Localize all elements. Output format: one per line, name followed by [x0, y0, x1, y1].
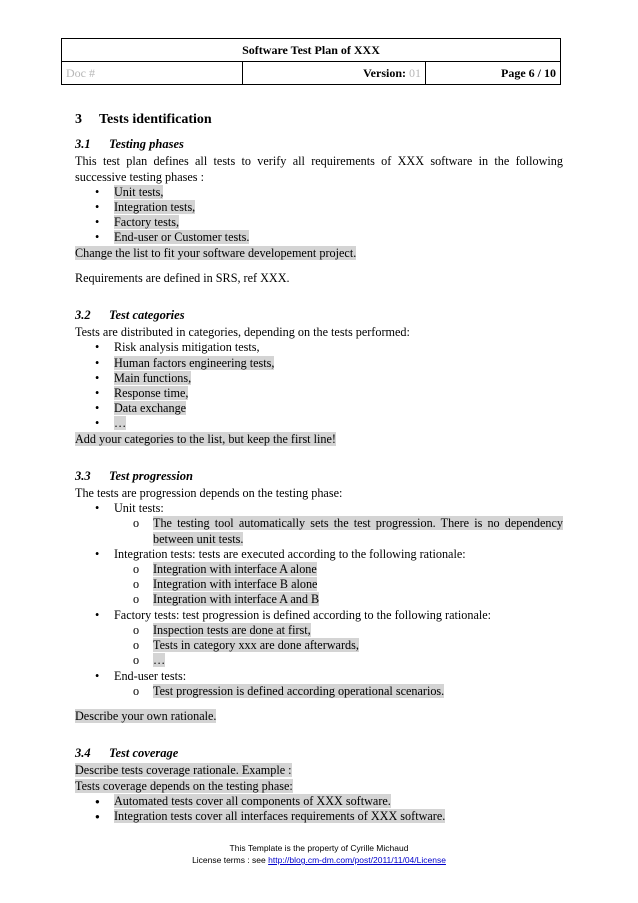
subsection-title: Testing phases: [109, 137, 184, 152]
list-item: • Integration tests,: [75, 200, 563, 215]
sub-list-item: o Inspection tests are done at first,: [133, 622, 311, 637]
list-item: • Integration tests: tests are executed according to the following rationale:: [75, 547, 563, 562]
list-item: • Unit tests,: [75, 185, 563, 200]
document-title: Software Test Plan of XXX: [62, 39, 561, 62]
list-item: • Risk analysis mitigation tests,: [75, 340, 563, 355]
list-item: • Main functions,: [75, 371, 563, 386]
version-cell: [243, 62, 426, 85]
paragraph: Tests are distributed in categories, depending on the tests performed:: [75, 325, 410, 340]
sub-list-item: o Test progression is defined according operational scenarios.: [133, 683, 445, 698]
section-heading: [75, 112, 563, 127]
bullet-list: [75, 794, 563, 824]
list-item: ● Automated tests cover all components of XXX software.: [75, 794, 563, 809]
list-item: • Response time,: [75, 386, 563, 401]
subsection-heading: [75, 746, 563, 761]
sub-list-item: o Integration with interface A and B: [133, 592, 320, 607]
sub-list-item: o The testing tool automatically sets the test progression. There is no dependency between unit tests.: [133, 516, 563, 546]
bullet-list: [75, 340, 563, 431]
paragraph: Requirements are defined in SRS, ref XXX.: [75, 270, 290, 285]
license-link[interactable]: http://blog.cm-dm.com/post/2011/11/04/License: [268, 855, 446, 865]
instruction-note: Change the list to fit your software developement project.: [75, 245, 357, 260]
list-item: • Factory tests,: [75, 215, 563, 230]
footer-ownership: This Template is the property of Cyrille Michaud: [229, 843, 409, 853]
subsection-number: 3.3: [75, 468, 91, 483]
list-item: ● Integration tests cover all interfaces requirements of XXX software.: [75, 809, 563, 824]
list-item: • Data exchange: [75, 401, 563, 416]
list-item: • Unit tests:: [75, 501, 563, 516]
page-number: Page 6 / 10: [426, 62, 561, 85]
list-item: • End-user tests:: [75, 669, 563, 684]
list-item: • …: [75, 416, 563, 431]
subsection-number: 3.4: [75, 746, 91, 761]
section-title: Tests identification: [99, 112, 212, 127]
subsection-title: Test coverage: [109, 746, 179, 761]
version-label: Version:: [363, 65, 406, 80]
subsection-heading: [75, 469, 563, 484]
subsection-heading: [75, 137, 563, 152]
footer-license: [0, 854, 638, 866]
sub-list-item: o Integration with interface B alone: [133, 577, 318, 592]
subsection-number: 3.1: [75, 137, 91, 152]
page-header: [61, 38, 561, 85]
list-item: • Human factors engineering tests,: [75, 356, 563, 371]
doc-number: Doc #: [62, 62, 243, 85]
paragraph: This test plan defines all tests to verify all requirements of XXX software in the following successive testing phases :: [75, 154, 563, 184]
list-item: • Factory tests: test progression is defined according to the following rationale:: [75, 608, 563, 623]
version-value: 01: [409, 65, 421, 80]
bullet-list: [75, 185, 563, 246]
bullet-list: [75, 501, 563, 699]
paragraph: The tests are progression depends on the testing phase:: [75, 486, 343, 501]
instruction-note: Describe tests coverage rationale. Example :: [75, 763, 292, 778]
license-prefix: License terms : see: [192, 855, 269, 865]
document-body: [75, 112, 563, 824]
sub-list-item: o Tests in category xxx are done afterwards,: [133, 638, 359, 653]
subsection-title: Test progression: [109, 468, 193, 483]
instruction-note: Tests coverage depends on the testing phase:: [75, 778, 293, 793]
subsection-number: 3.2: [75, 308, 91, 323]
instruction-note: Add your categories to the list, but keep the first line!: [75, 431, 336, 446]
sub-list-item: o Integration with interface A alone: [133, 562, 317, 577]
subsection-heading: [75, 308, 563, 323]
list-item: • End-user or Customer tests.: [75, 230, 563, 245]
subsection-title: Test categories: [109, 308, 185, 323]
page-footer: [0, 842, 638, 866]
section-number: 3: [75, 112, 82, 127]
sub-list-item: o …: [133, 653, 166, 668]
instruction-note: Describe your own rationale.: [75, 708, 217, 723]
